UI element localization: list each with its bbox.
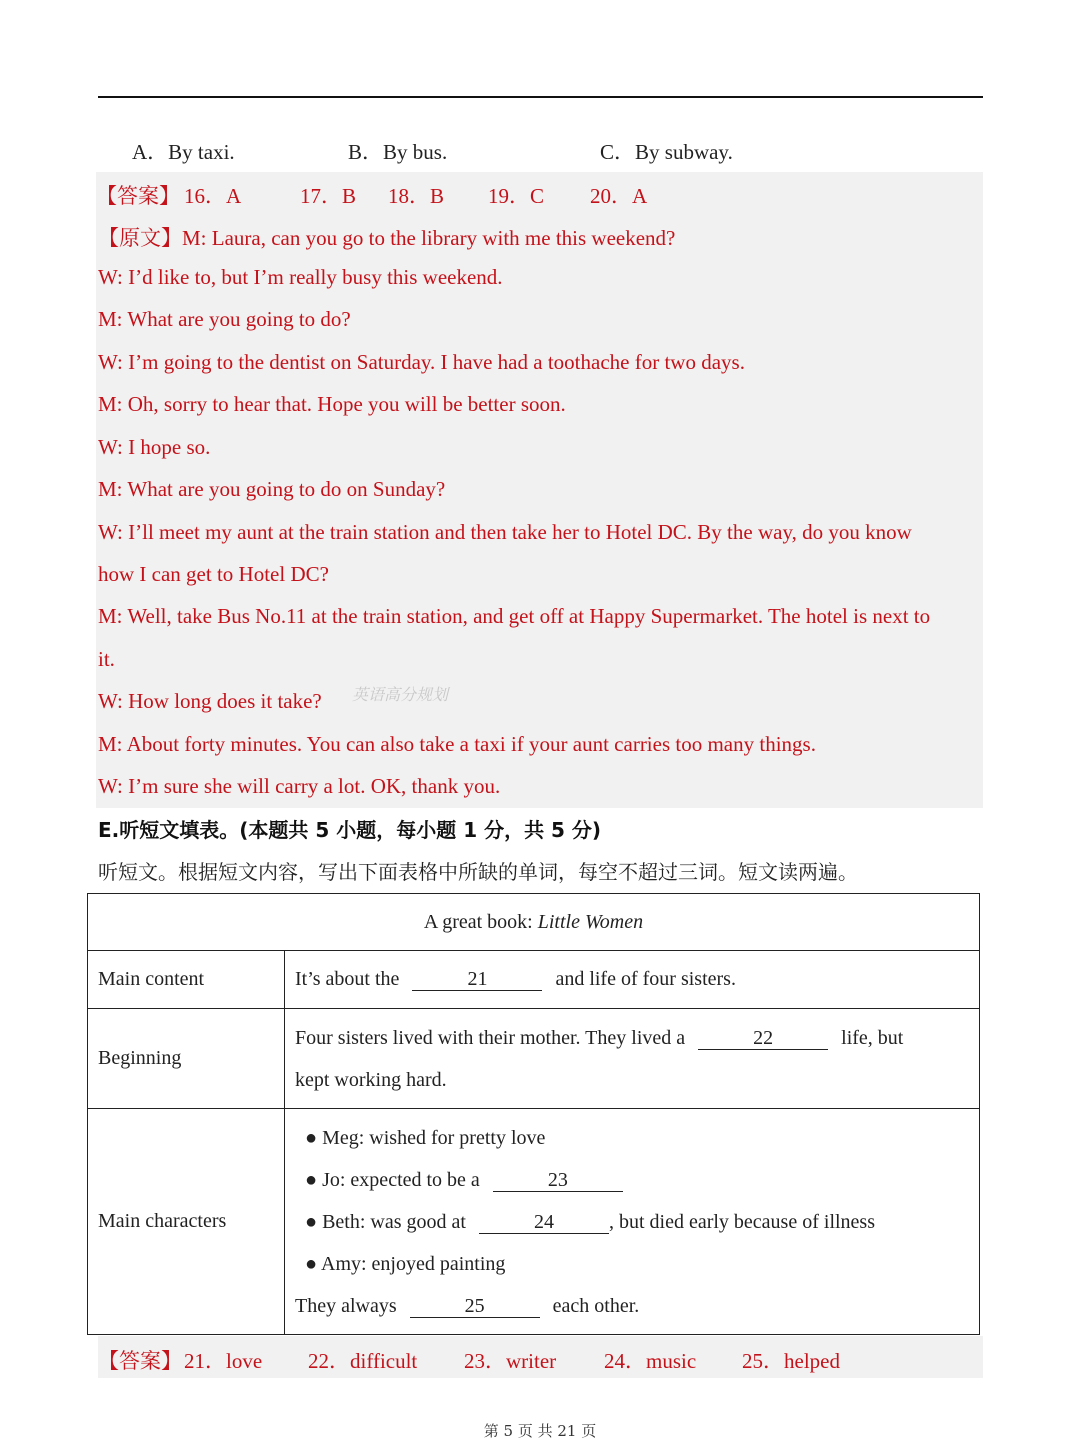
answer-20: 20．A [590, 184, 648, 208]
row-label-main-content: Main content [88, 951, 285, 1009]
section-instruction: 听短文。根据短文内容，写出下面表格中所缺的单词，每空不超过三词。短文读两遍。 [98, 860, 858, 884]
table-caption: A great book: Little Women [88, 894, 980, 951]
answer-19: 19．C [488, 184, 545, 208]
answer-24: 24．music [604, 1349, 697, 1373]
blank-24[interactable]: 24 [479, 1211, 609, 1234]
transcript-line: W: How long does it take? [98, 689, 322, 713]
answer-17: 17．B [300, 184, 357, 208]
answer-16: 16．A [184, 184, 242, 208]
transcript-line: M: Oh, sorry to hear that. Hope you will be better soon. [98, 392, 566, 416]
section-heading: E.听短文填表。(本题共 5 小题，每小题 1 分，共 5 分) [98, 818, 602, 842]
option-b: B．By bus. [348, 140, 448, 164]
answer-22: 22．difficult [308, 1349, 418, 1373]
transcript-line: M: Well, take Bus No.11 at the train station, and get off at Happy Supermarket. The hotel is next to [98, 604, 931, 628]
row-label-main-characters: Main characters [88, 1109, 285, 1335]
option-c: C．By subway. [600, 140, 733, 164]
transcript-line: W: I hope so. [98, 435, 211, 459]
answer-21: 21．love [184, 1349, 263, 1373]
answer-key-16-20 [96, 172, 983, 214]
transcript-line: W: I’ll meet my aunt at the train station and then take her to Hotel DC. By the way, do you know [98, 520, 912, 544]
book-title: Little Women [537, 910, 644, 933]
blank-23[interactable]: 23 [493, 1169, 623, 1192]
answer-18: 18．B [388, 184, 445, 208]
transcript-line: W: I’m going to the dentist on Saturday. I have had a toothache for two days. [98, 350, 745, 374]
character-jo: ● Jo: expected to be a 23 [305, 1159, 969, 1201]
answer-options [0, 136, 1080, 168]
transcript-line: how I can get to Hotel DC? [98, 562, 329, 586]
header-rule [98, 96, 983, 98]
watermark: 英语高分规划 [352, 685, 449, 704]
fill-in-table [87, 893, 980, 1335]
answer-key-21-25 [98, 1336, 983, 1378]
answer-23: 23．writer [464, 1349, 557, 1373]
character-amy: ● Amy: enjoyed painting [305, 1252, 506, 1275]
character-meg: ● Meg: wished for pretty love [305, 1126, 546, 1149]
answer-label: 【答案】 [96, 184, 180, 208]
blank-22[interactable]: 22 [698, 1027, 828, 1050]
transcript-line: M: About forty minutes. You can also take a taxi if your aunt carries too many things. [98, 732, 816, 756]
answer-label: 【答案】 [98, 1349, 182, 1373]
blank-21[interactable]: 21 [412, 968, 542, 991]
transcript-line: M: What are you going to do? [98, 307, 351, 331]
page-footer: 第 5 页 共 21 页 [483, 1422, 597, 1440]
answer-25: 25．helped [742, 1349, 840, 1373]
always-line: They always 25 each other. [295, 1294, 640, 1317]
row-label-beginning: Beginning [88, 1009, 285, 1109]
row-main-characters [285, 1109, 980, 1335]
transcript-line: it. [98, 647, 115, 671]
transcript-line: 【原文】M: Laura, can you go to the library with me this weekend? [98, 226, 676, 250]
transcript-line: W: I’m sure she will carry a lot. OK, thank you. [98, 774, 501, 798]
row-main-content: It’s about the 21 and life of four sisters. [285, 951, 980, 1009]
option-a: A．By taxi. [132, 140, 235, 164]
character-beth: ● Beth: was good at 24 , but died early because of illness [305, 1210, 875, 1233]
transcript-line: W: I’d like to, but I’m really busy this weekend. [98, 265, 503, 289]
row-beginning: Four sisters lived with their mother. They lived a 22 life, but kept working hard. [285, 1009, 980, 1109]
transcript-line: M: What are you going to do on Sunday? [98, 477, 446, 501]
blank-25[interactable]: 25 [410, 1295, 540, 1318]
